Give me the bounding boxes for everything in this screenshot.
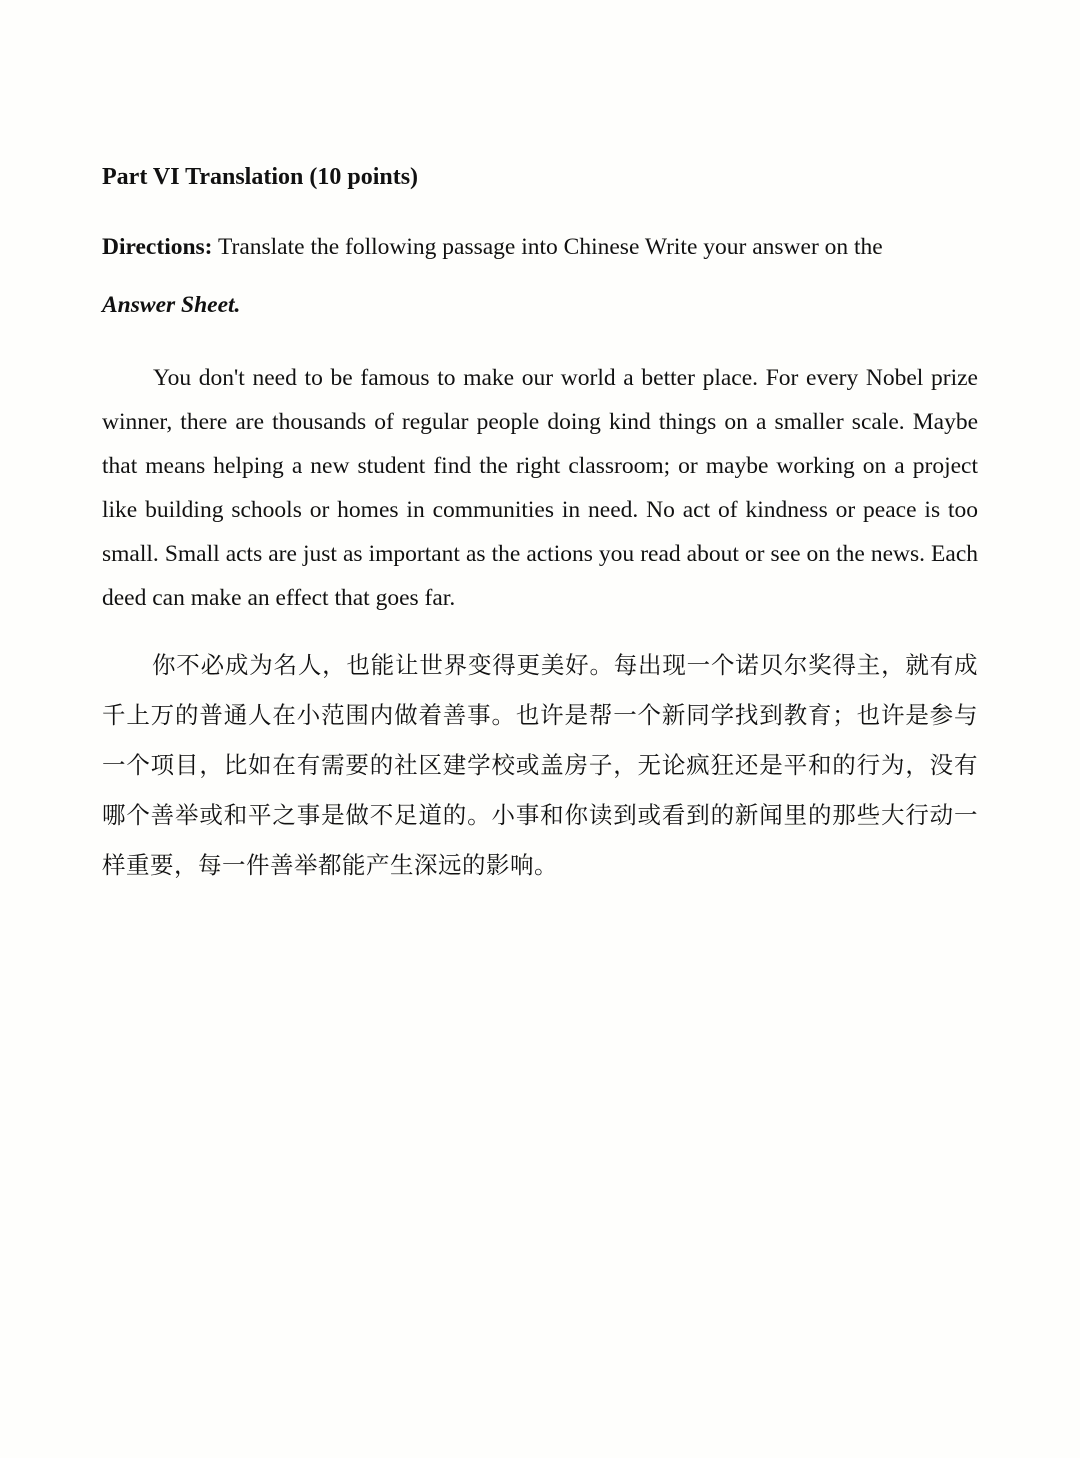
directions-label: Directions: xyxy=(102,234,213,260)
answer-sheet-label: Answer Sheet. xyxy=(102,292,241,318)
page-content xyxy=(102,160,978,890)
chinese-translation: 你不必成为名人，也能让世界变得更美好。每出现一个诺贝尔奖得主，就有成千上万的普通人在小范围内做着善事。也许是帮一个新同学找到教育；也许是参与一个项目，比如在有需要的社区建学校或盖房子，无论疯狂还是平和的行为，没有哪个善举或和平之事是做不足道的。小事和你读到或看到的新闻里的那些大行动一样重要，每一件善举都能产生深远的影响。 xyxy=(102,651,978,879)
directions-text: Translate the following passage into Chinese Write your answer on the xyxy=(212,234,883,260)
english-passage: You don't need to be famous to make our world a better place. For every Nobel prize winner, there are thousands of regular people doing kind things on a smaller scale. Maybe that means helping a new student find the right classroom; or maybe working on a project like building schools or homes in communities in need. No act of kindness or peace is too small. Small acts are just as important as the actions you read about or see on the news. Each deed can make an effect that goes far. xyxy=(102,365,978,611)
section-title: Part VI Translation (10 points) xyxy=(102,164,419,190)
directions-paragraph xyxy=(102,218,978,334)
